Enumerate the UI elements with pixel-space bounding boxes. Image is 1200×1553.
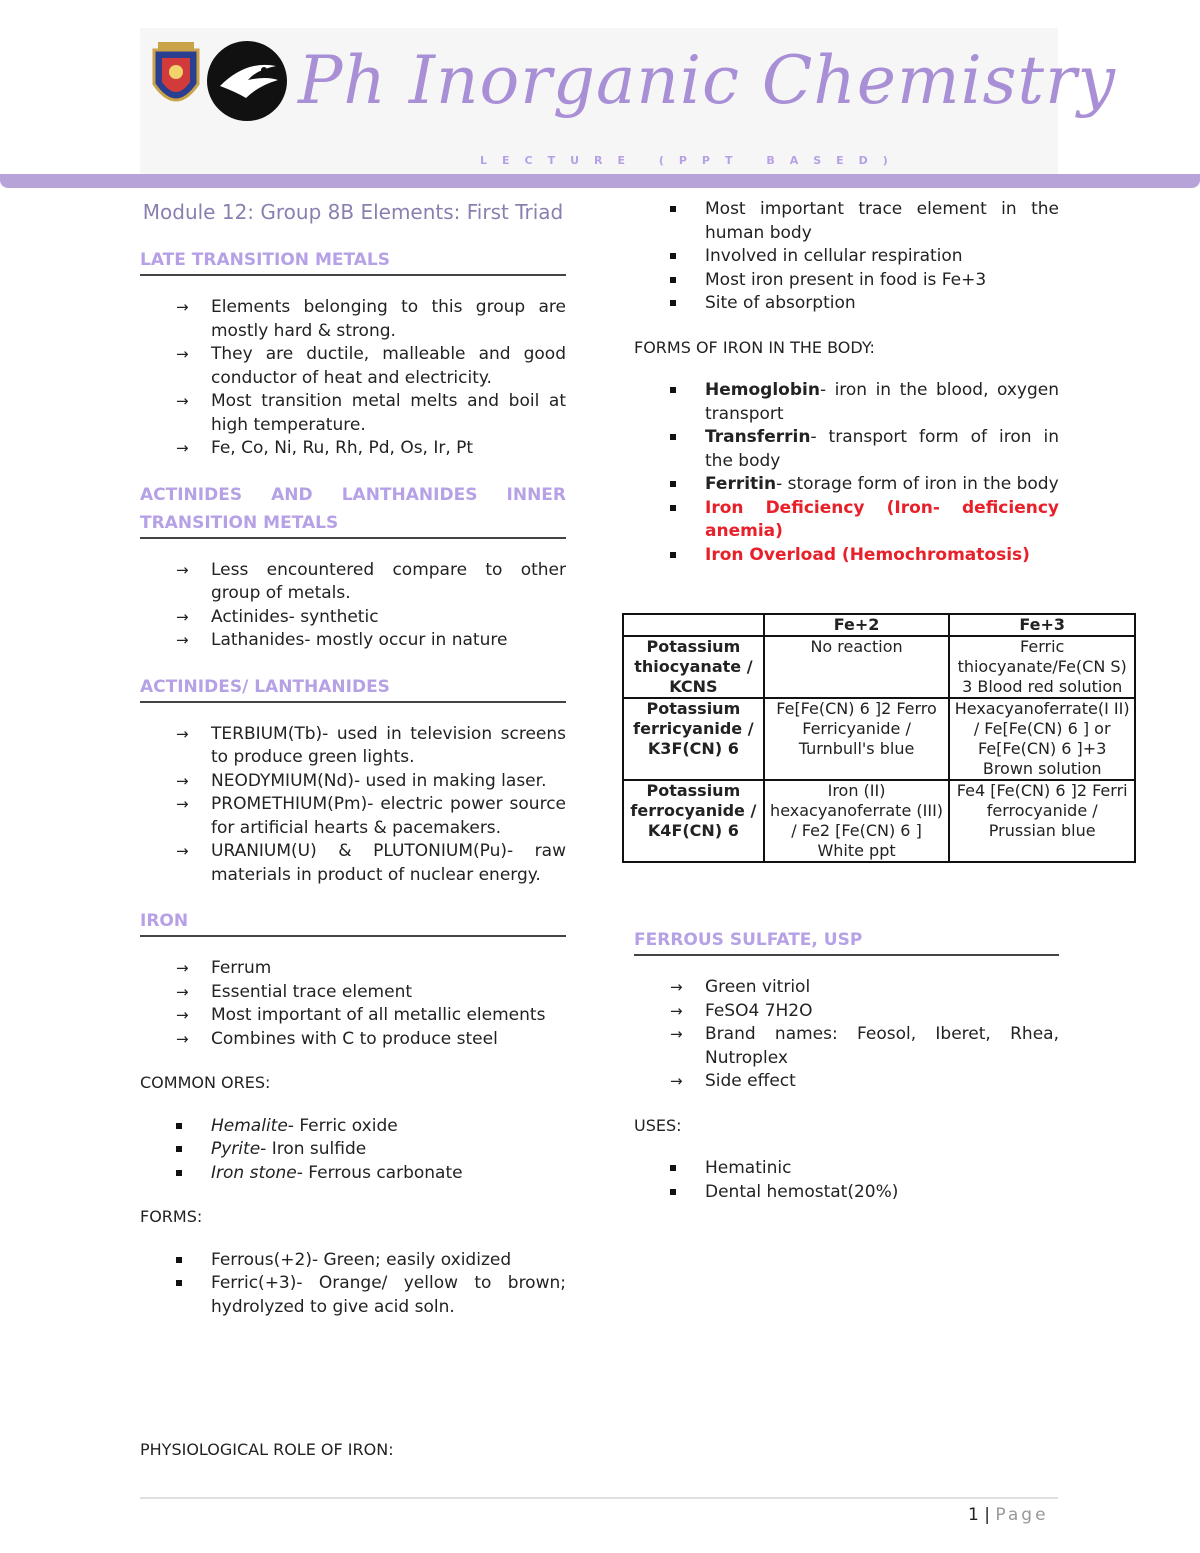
list-item: → PROMETHIUM(Pm)- electric power source for artificial hearts & pacemakers. bbox=[176, 794, 566, 838]
square-bullet-icon bbox=[176, 1280, 182, 1286]
arrow-icon: → bbox=[670, 1025, 683, 1043]
square-bullet-icon bbox=[670, 1165, 676, 1171]
list-item: → Most transition metal melts and boil at high temperature. bbox=[176, 391, 566, 435]
ferrous-sulfate-list bbox=[634, 976, 1059, 1094]
list-item: → Essential trace element bbox=[140, 981, 566, 1005]
forms-of-iron-list bbox=[634, 379, 1059, 567]
ferrous-sulfate-section bbox=[634, 926, 1059, 1224]
module-title: Module 12: Group 8B Elements: First Triad bbox=[142, 200, 564, 224]
square-bullet-icon bbox=[176, 1170, 182, 1176]
table-cell: Ferric thiocyanate/Fe(CN S) 3 Blood red solution bbox=[949, 636, 1135, 698]
arrow-icon: → bbox=[176, 392, 189, 410]
table-row-header: Potassium thiocyanate / KCNS bbox=[623, 636, 764, 698]
list-item: → Green vitriol bbox=[634, 976, 1059, 1000]
list-item: Site of absorption bbox=[634, 292, 1059, 316]
left-column bbox=[140, 198, 566, 1339]
table-cell: Hexacyanoferrate(I II) / Fe[Fe(CN) 6 ] or Fe[Fe(CN) 6 ]+3 Brown solution bbox=[949, 698, 1135, 780]
arrow-icon: → bbox=[670, 978, 683, 996]
list-item: → Elements belonging to this group are mostly hard & strong. bbox=[176, 297, 566, 341]
section-heading-late-transition: LATE TRANSITION METALS bbox=[140, 246, 566, 276]
page-number: 1 bbox=[968, 1505, 979, 1525]
list-item: → Less encountered compare to other group of metals. bbox=[176, 559, 566, 603]
actinides-lanthanides-list bbox=[140, 723, 566, 888]
header-divider-bar bbox=[0, 174, 1200, 188]
list-item: → Ferrum bbox=[140, 957, 566, 981]
list-item: → Fe, Co, Ni, Ru, Rh, Pd, Os, Ir, Pt bbox=[140, 437, 566, 461]
list-item: Involved in cellular respiration bbox=[634, 245, 1059, 269]
section-heading-ferrous-sulfate: FERROUS SULFATE, USP bbox=[634, 926, 1059, 956]
square-bullet-icon bbox=[670, 253, 676, 259]
uses-label: USES: bbox=[634, 1115, 682, 1135]
list-item: → URANIUM(U) & PLUTONIUM(Pu)- raw materials in product of nuclear energy. bbox=[176, 841, 566, 885]
arrow-icon: → bbox=[176, 771, 189, 790]
arrow-icon: → bbox=[176, 298, 189, 316]
square-bullet-icon bbox=[176, 1146, 182, 1152]
list-item: → TERBIUM(Tb)- used in television screens to produce green lights. bbox=[176, 723, 566, 767]
square-bullet-icon bbox=[670, 481, 676, 487]
university-seal-logo bbox=[148, 40, 204, 116]
forms-label: FORMS: bbox=[140, 1207, 203, 1226]
eagle-logo bbox=[206, 40, 288, 122]
square-bullet-icon bbox=[176, 1257, 182, 1263]
arrow-icon: → bbox=[176, 795, 189, 813]
arrow-icon: → bbox=[176, 1029, 189, 1048]
list-item: → Side effect bbox=[634, 1070, 1059, 1094]
physiological-role-label: PHYSIOLOGICAL ROLE OF IRON: bbox=[140, 1440, 394, 1459]
list-item: → NEODYMIUM(Nd)- used in making laser. bbox=[140, 770, 566, 794]
arrow-icon: → bbox=[176, 842, 189, 860]
square-bullet-icon bbox=[670, 387, 676, 393]
arrow-icon: → bbox=[176, 560, 189, 579]
list-item: → Combines with C to produce steel bbox=[140, 1028, 566, 1052]
arrow-icon: → bbox=[176, 959, 189, 977]
table-row-header: Potassium ferrocyanide / K4F(CN) 6 bbox=[623, 780, 764, 862]
list-item: Hematinic bbox=[634, 1157, 1059, 1181]
square-bullet-icon bbox=[670, 1189, 676, 1195]
table-header-cell: Fe+3 bbox=[949, 614, 1135, 636]
square-bullet-icon bbox=[176, 1123, 182, 1129]
uses-list bbox=[634, 1157, 1059, 1204]
square-bullet-icon bbox=[670, 277, 676, 283]
table-row bbox=[623, 636, 1135, 698]
page-header-subtitle: LECTURE (PPT BASED) bbox=[480, 154, 903, 167]
arrow-icon: → bbox=[176, 1006, 189, 1024]
forms-of-iron-label: FORMS OF IRON IN THE BODY: bbox=[634, 337, 875, 357]
list-item: → Most important of all metallic elements bbox=[140, 1004, 566, 1028]
common-ores-label: COMMON ORES: bbox=[140, 1073, 271, 1092]
arrow-icon: → bbox=[670, 1072, 683, 1090]
page-footer bbox=[968, 1505, 1049, 1525]
table-cell: Iron (II) hexacyanoferrate (III) / Fe2 [Fe(CN) 6 ] White ppt bbox=[764, 780, 950, 862]
arrow-icon: → bbox=[176, 439, 189, 457]
table-row bbox=[623, 780, 1135, 862]
arrow-icon: → bbox=[670, 1001, 683, 1020]
table-header-cell bbox=[623, 614, 764, 636]
table-row bbox=[623, 698, 1135, 780]
inner-transition-list bbox=[140, 559, 566, 653]
right-column bbox=[634, 198, 1059, 587]
list-item: Ferrous(+2)- Green; easily oxidized bbox=[140, 1249, 566, 1273]
common-ores-list bbox=[140, 1115, 566, 1186]
list-item: Ferric(+3)- Orange/ yellow to brown; hydrolyzed to give acid soln. bbox=[140, 1272, 566, 1319]
table-row-header: Potassium ferricyanide / K3F(CN) 6 bbox=[623, 698, 764, 780]
list-item: Most important trace element in the human body bbox=[634, 198, 1059, 245]
square-bullet-icon bbox=[670, 505, 676, 511]
table-cell: Fe[Fe(CN) 6 ]2 Ferro Ferricyanide / Turnbull's blue bbox=[764, 698, 950, 780]
list-item: Ferritin- storage form of iron in the body bbox=[634, 473, 1059, 497]
page-separator: | bbox=[984, 1505, 990, 1525]
table-cell: No reaction bbox=[764, 636, 950, 698]
list-item: Hemoglobin- iron in the blood, oxygen transport bbox=[634, 379, 1059, 426]
section-heading-inner-transition: ACTINIDES AND LANTHANIDES INNER TRANSITION METALS bbox=[140, 481, 566, 539]
page-word: Page bbox=[995, 1505, 1049, 1525]
arrow-icon: → bbox=[176, 631, 189, 649]
table-cell: Fe4 [Fe(CN) 6 ]2 Ferri ferrocyanide / Prussian blue bbox=[949, 780, 1135, 862]
list-item: → They are ductile, malleable and good conductor of heat and electricity. bbox=[176, 344, 566, 388]
list-item: → Lathanides- mostly occur in nature bbox=[140, 629, 566, 653]
list-item: → Actinides- synthetic bbox=[140, 606, 566, 630]
list-item: Iron Deficiency (Iron- deficiency anemia) bbox=[634, 497, 1059, 544]
list-item: Most iron present in food is Fe+3 bbox=[634, 269, 1059, 293]
iron-list bbox=[140, 957, 566, 1051]
page-header-title: Ph Inorganic Chemistry bbox=[298, 42, 1116, 119]
late-transition-list bbox=[140, 296, 566, 461]
physiological-role-list bbox=[634, 198, 1059, 316]
arrow-icon: → bbox=[176, 345, 189, 363]
section-heading-iron: IRON bbox=[140, 907, 566, 937]
arrow-icon: → bbox=[176, 982, 189, 1001]
section-heading-actinides-lanthanides: ACTINIDES/ LANTHANIDES bbox=[140, 673, 566, 703]
list-item: Pyrite- Iron sulfide bbox=[140, 1138, 566, 1162]
arrow-icon: → bbox=[176, 724, 189, 743]
footer-divider bbox=[140, 1497, 1058, 1499]
list-item: Iron Overload (Hemochromatosis) bbox=[634, 544, 1059, 568]
square-bullet-icon bbox=[670, 434, 676, 440]
table-header-row bbox=[623, 614, 1135, 636]
square-bullet-icon bbox=[670, 300, 676, 306]
square-bullet-icon bbox=[670, 206, 676, 212]
list-item: → Brand names: Feosol, Iberet, Rhea, Nutroplex bbox=[670, 1024, 1059, 1068]
list-item: Transferrin- transport form of iron in the body bbox=[634, 426, 1059, 473]
table-header-cell: Fe+2 bbox=[764, 614, 950, 636]
square-bullet-icon bbox=[670, 552, 676, 558]
list-item: Dental hemostat(20%) bbox=[634, 1181, 1059, 1205]
list-item: → FeSO4 7H2O bbox=[634, 1000, 1059, 1024]
list-item: Iron stone- Ferrous carbonate bbox=[140, 1162, 566, 1186]
forms-list bbox=[140, 1249, 566, 1320]
arrow-icon: → bbox=[176, 607, 189, 626]
list-item: Hemalite- Ferric oxide bbox=[140, 1115, 566, 1139]
iron-reaction-table bbox=[622, 613, 1136, 863]
